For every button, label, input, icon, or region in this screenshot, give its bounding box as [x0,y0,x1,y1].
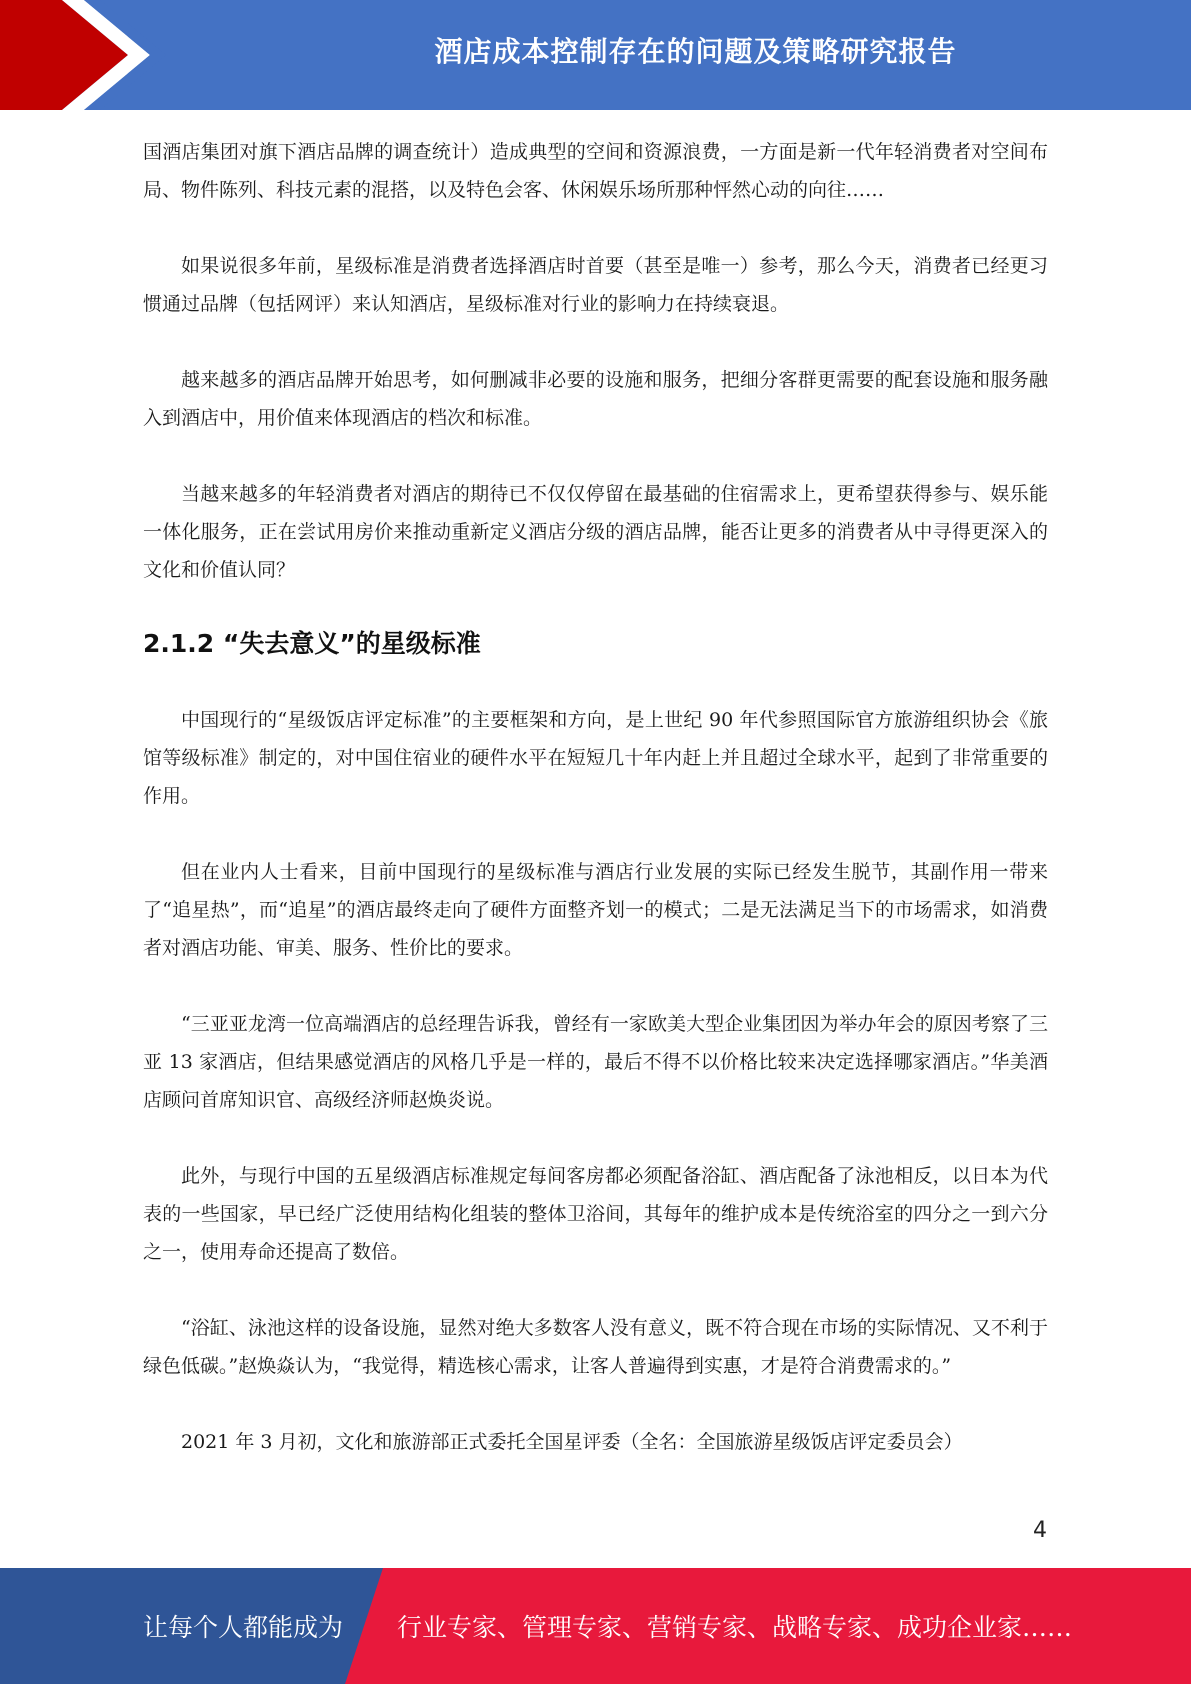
paragraph: 但在业内人士看来，目前中国现行的星级标准与酒店行业发展的实际已经发生脱节，其副作用一带来了“追星热”，而“追星”的酒店最终走向了硬件方面整齐划一的模式；二是无法满足当下的市场需求，如消费者对酒店功能、审美、服务、性价比的要求。 [143,861,1048,959]
paragraph: “三亚亚龙湾一位高端酒店的总经理告诉我，曾经有一家欧美大型企业集团因为举办年会的原因考察了三亚 13 家酒店，但结果感觉酒店的风格几乎是一样的，最后不得不以价格比较来决定选择哪家酒店。”华美酒店顾问首席知识官、高级经济师赵焕炎说。 [143,1013,1048,1111]
page-number: 4 [1033,1518,1047,1543]
section-heading: 2.1.2 “失去意义”的星级标准 [143,629,481,658]
paragraph: 中国现行的“星级饭店评定标准”的主要框架和方向，是上世纪 90 年代参照国际官方旅游组织协会《旅馆等级标准》制定的，对中国住宿业的硬件水平在短短几十年内赶上并且超过全球水平，起到了非常重要的作用。 [143,709,1048,807]
paragraph: 2021 年 3 月初，文化和旅游部正式委托全国星评委（全名：全国旅游星级饭店评定委员会） [181,1431,963,1453]
page-footer [0,1568,1191,1684]
paragraph: 越来越多的酒店品牌开始思考，如何删减非必要的设施和服务，把细分客群更需要的配套设施和服务融入到酒店中，用价值来体现酒店的档次和标准。 [143,369,1048,429]
paragraph: 国酒店集团对旗下酒店品牌的调查统计）造成典型的空间和资源浪费，一方面是新一代年轻消费者对空间布局、物件陈列、科技元素的混搭，以及特色会客、休闲娱乐场所那种怦然心动的向往…… [143,141,1048,201]
paragraph: 此外，与现行中国的五星级酒店标准规定每间客房都必须配备浴缸、酒店配备了泳池相反，以日本为代表的一些国家，早已经广泛使用结构化组装的整体卫浴间，其每年的维护成本是传统浴室的四分之一到六分之一，使用寿命还提高了数倍。 [143,1165,1048,1263]
footer-slogan-right: 行业专家、管理专家、营销专家、战略专家、成功企业家…… [397,1613,1073,1642]
document-title: 酒店成本控制存在的问题及策略研究报告 [434,35,957,68]
paragraph: 如果说很多年前，星级标准是消费者选择酒店时首要（甚至是唯一）参考，那么今天，消费者已经更习惯通过品牌（包括网评）来认知酒店，星级标准对行业的影响力在持续衰退。 [143,255,1048,315]
page-body [143,133,1048,1499]
page-header [0,0,1191,110]
paragraph: 当越来越多的年轻消费者对酒店的期待已不仅仅停留在最基础的住宿需求上，更希望获得参与、娱乐能一体化服务，正在尝试用房价来推动重新定义酒店分级的酒店品牌，能否让更多的消费者从中寻得更深入的文化和价值认同？ [143,483,1048,581]
paragraph: “浴缸、泳池这样的设备设施，显然对绝大多数客人没有意义，既不符合现在市场的实际情况、又不利于绿色低碳。”赵焕焱认为，“我觉得，精选核心需求，让客人普遍得到实惠，才是符合消费需求的。” [143,1317,1048,1377]
footer-slogan-left: 让每个人都能成为 [143,1613,344,1642]
